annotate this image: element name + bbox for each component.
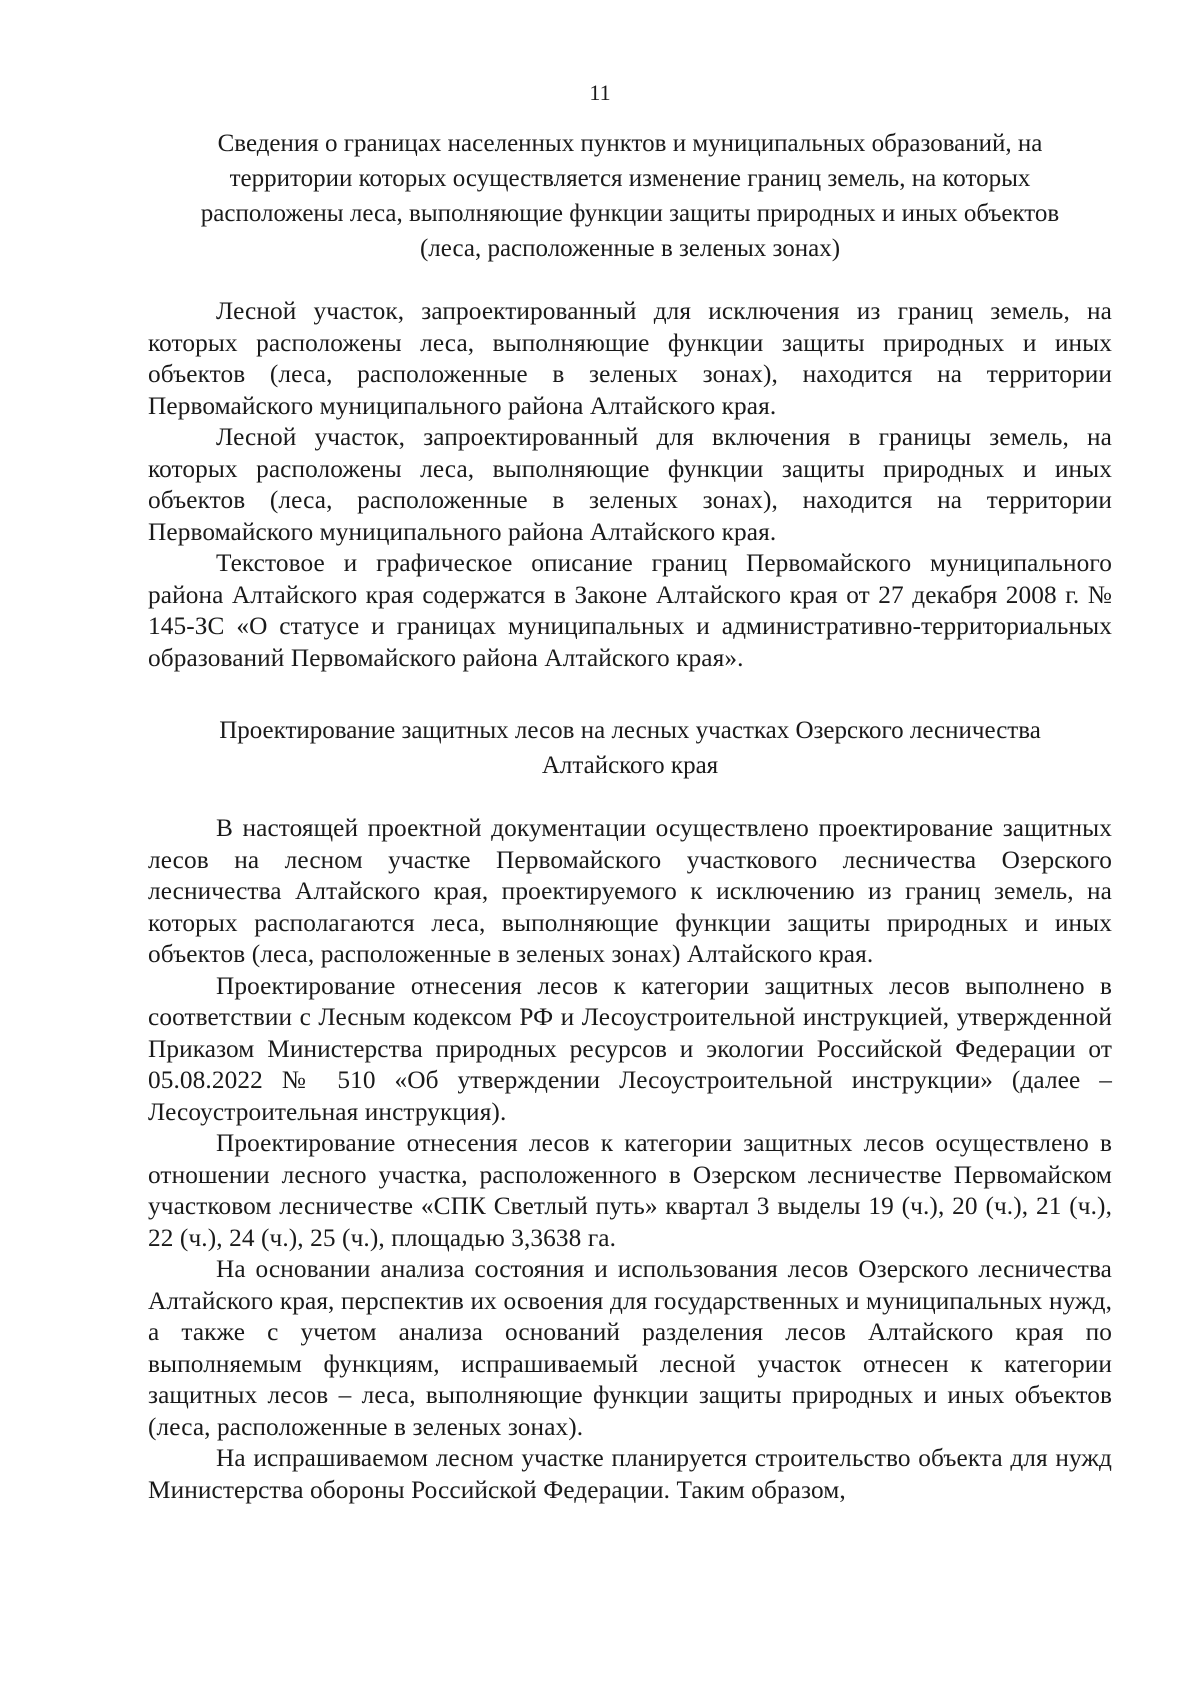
paragraph: Лесной участок, запроектированный для включения в границы земель, на которых расположены леса, выполняющие функции защиты природных и иных объектов (леса, расположенные в зеленых зонах), находится на территории Первомайского муниципального района Алтайского края. [148, 423, 1112, 546]
paragraph: Проектирование отнесения лесов к категории защитных лесов осуществлено в отношении лесного участка, расположенного в Озерском лесничестве Первомайском участковом лесничестве «СПК Светлый путь» квартал 3 выделы 19 (ч.), 20 (ч.), 21 (ч.), 22 (ч.), 24 (ч.), 25 (ч.), площадью 3,3638 га. [148, 1129, 1112, 1252]
page-number: 11 [589, 80, 611, 105]
section-boundaries-text [148, 296, 1112, 674]
section-heading-boundaries: Сведения о границах населенных пунктов и муниципальных образований, на территории которых осуществляется изменение границ земель, на которых расположены леса, выполняющие функции защиты природных и иных объектов (леса, расположенные в зеленых зонах) [200, 130, 1060, 262]
section-heading-protective-forests: Проектирование защитных лесов на лесных участках Озерского лесничества Алтайского края [219, 717, 1041, 779]
paragraph: Текстовое и графическое описание границ Первомайского муниципального района Алтайского края содержатся в Законе Алтайского края от 27 декабря 2008 г. № 145-ЗС «О статусе и границах муниципальных и административно-территориальных образований Первомайского района Алтайского края». [148, 549, 1112, 672]
section-protective-forests-text [148, 813, 1112, 1506]
paragraph: В настоящей проектной документации осуществлено проектирование защитных лесов на лесном участке Первомайского участкового лесничества Озерского лесничества Алтайского края, проектируемого к исключению из границ земель, на которых располагаются леса, выполняющие функции защиты природных и иных объектов (леса, расположенные в зеленых зонах) Алтайского края. [148, 814, 1112, 968]
paragraph: Лесной участок, запроектированный для исключения из границ земель, на которых расположены леса, выполняющие функции защиты природных и иных объектов (леса, расположенные в зеленых зонах), находится на территории Первомайского муниципального района Алтайского края. [148, 297, 1112, 420]
document-body [148, 126, 1112, 1506]
paragraph: На основании анализа состояния и использования лесов Озерского лесничества Алтайского края, перспектив их освоения для государственных и муниципальных нужд, а также с учетом анализа оснований разделения лесов Алтайского края по выполняемым функциям, испрашиваемый лесной участок отнесен к категории защитных лесов – леса, выполняющие функции защиты природных и иных объектов (леса, расположенные в зеленых зонах). [148, 1255, 1112, 1441]
paragraph: Проектирование отнесения лесов к категории защитных лесов выполнено в соответствии с Лесным кодексом РФ и Лесоустроительной инструкцией, утвержденной Приказом Министерства природных ресурсов и экологии Российской Федерации от 05.08.2022 № 510 «Об утверждении Лесоустроительной инструкции» (далее – Лесоустроительная инструкция). [148, 971, 1112, 1126]
paragraph: На испрашиваемом лесном участке планируется строительство объекта для нужд Министерства обороны Российской Федерации. Таким образом, [148, 1444, 1112, 1504]
